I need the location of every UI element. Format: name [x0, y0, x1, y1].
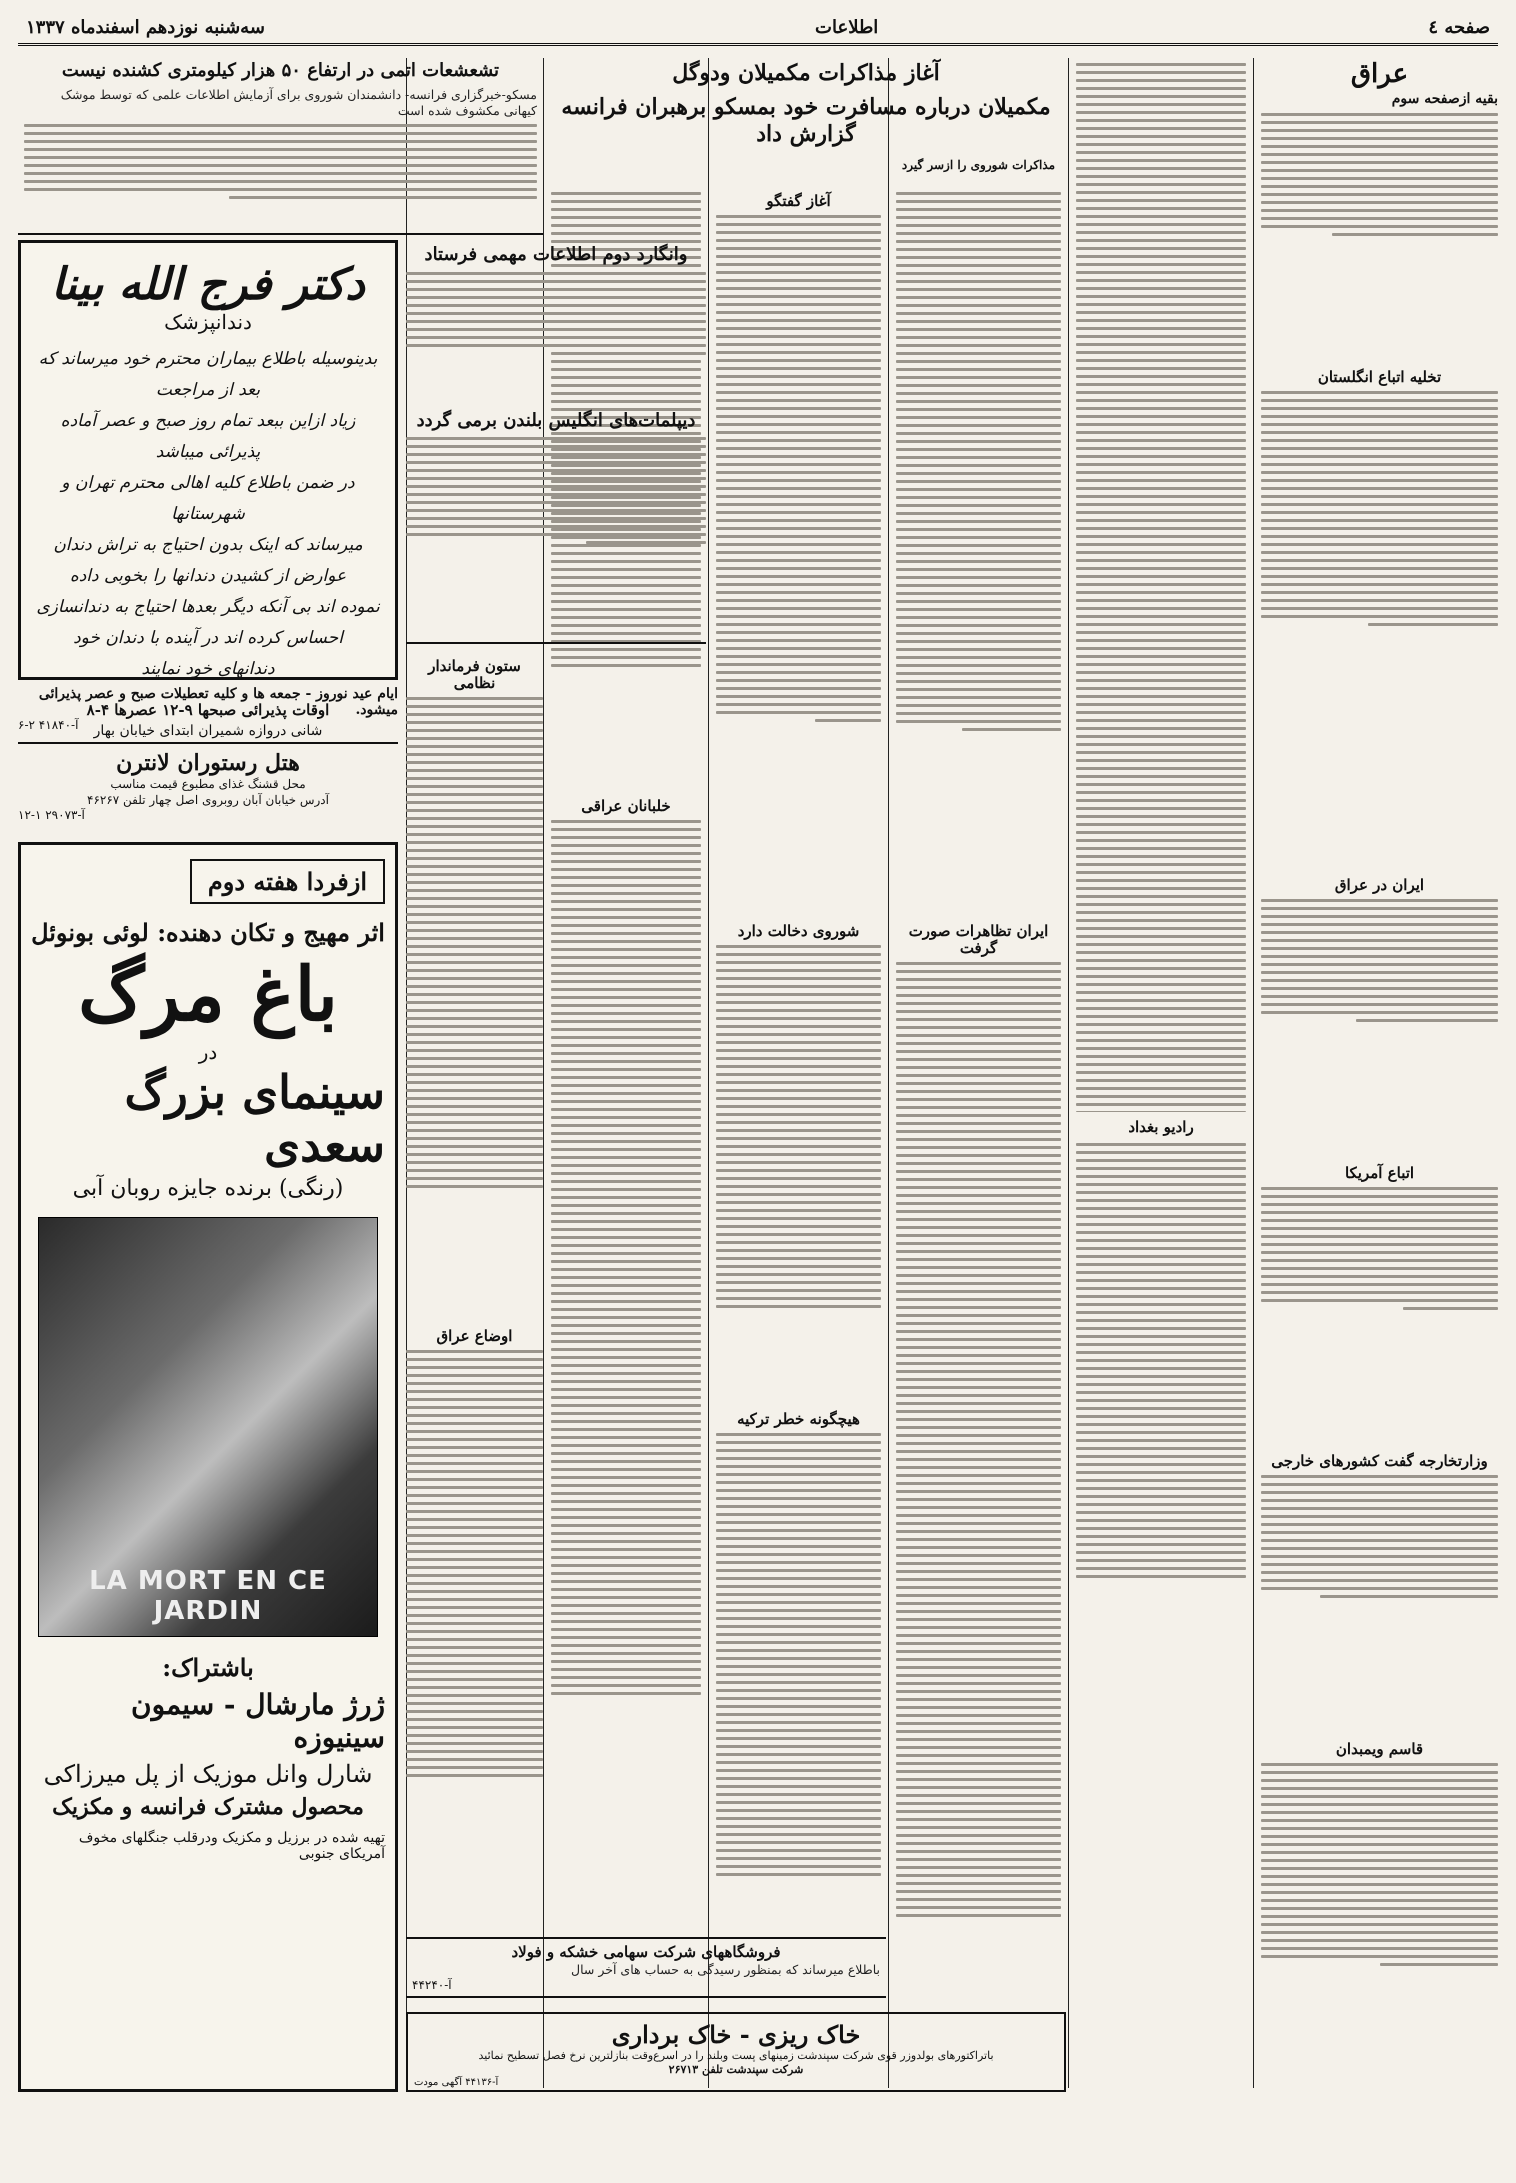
iraq-body-text — [1261, 1187, 1498, 1447]
steel-shop-code: آ-۴۴۲۴۰ — [412, 1977, 452, 1992]
middle-iraq-demo: ایران تظاهرات صورت گرفت — [908, 922, 1049, 957]
iraq-note: قاسم ویمبدان — [1335, 1739, 1424, 1758]
iraq-column — [1261, 58, 1498, 2088]
cinema-in: در — [198, 1040, 218, 1065]
hotel-ad-code: آ-۲۹۰۷۳ ۱-۱۲ — [18, 808, 85, 822]
macmillan-story — [551, 60, 1061, 149]
film-still-caption: LA MORT EN CE JARDIN — [89, 1565, 327, 1626]
dentist-text-line: زیاد ازاین ببعد تمام روز صبح و عصر آماده پذیرائی میباشد — [60, 411, 356, 462]
excavation-ad — [406, 2012, 1066, 2092]
cinema-name: سینمای بزرگ سعدی — [124, 1065, 385, 1172]
cinema-stars: ژرژ مارشال - سیمون سینیوزه — [131, 1687, 385, 1754]
film-title: باغ مرگ — [78, 952, 338, 1038]
vanguard-headline: وانگارد دوم اطلاعات مهمی فرستاد — [424, 244, 688, 265]
middle-pilots: خلبانان عراقی — [581, 797, 671, 815]
dentist-text-line: بدینوسیله باطلاع بیماران محترم خود میرساند که بعد از مراجعت — [38, 349, 378, 400]
cinema-award-note: (رنگی) برنده جایزه روبان آبی — [72, 1175, 344, 1201]
middle-column-b — [716, 917, 881, 2087]
macmillan-kicker: آغاز مذاکرات مکمیلان ودوگل — [672, 60, 940, 86]
dentist-text-line: احساس کرده اند در آینده با دندان خود — [73, 628, 343, 648]
column-2-text — [1076, 63, 1246, 2053]
column-6a — [406, 652, 543, 1312]
dentist-ad-code: آ-۴۱۸۴۰ ۲-۶ — [18, 718, 79, 732]
hotel-address: آدرس خیابان آبان روبروی اصل چهار تلفن ۴۶۲۶۷ — [87, 793, 329, 807]
cinema-banner: ازفردا هفته دوم — [190, 859, 385, 904]
iraq-body-text — [1261, 899, 1498, 1159]
dentist-text-line: دندانهای خود نمایند — [141, 659, 275, 679]
macmillan-column-left — [716, 187, 881, 907]
middle-tripoli: شوروی دخالت دارد — [737, 922, 860, 940]
steel-shop-text: باطلاع میرساند که بمنظور رسیدگی به حساب های آخر سال — [571, 1961, 880, 1977]
cinema-presenter: اثر مهیج و تکان دهنده: لوئی بونوئل — [31, 918, 385, 947]
column-6b — [406, 1322, 543, 1922]
macmillan-headline: مکمیلان درباره مسافرت خود بمسکو برهبران فرانسه گزارش داد — [561, 93, 1051, 147]
page-number: صفحه ٤ — [1428, 17, 1490, 38]
iraq-intro: بقیه ازصفحه سوم — [1391, 90, 1498, 107]
middle-anmaq: هیچگونه خطر ترکیه — [737, 1410, 860, 1428]
iraq-body-text — [1261, 1475, 1498, 1735]
stalled-headline: مذاکرات شوروی را ازسر گیرد — [901, 158, 1056, 172]
column-rule — [1068, 58, 1069, 2088]
cinema-production: محصول مشترک فرانسه و مکزیک — [52, 1793, 364, 1820]
iraq-america-section: اتباع آمریکا — [1344, 1163, 1415, 1182]
column-rule — [1253, 58, 1254, 2088]
stalled-brief — [896, 152, 1061, 174]
film-still-image — [38, 1217, 378, 1637]
atomic-headline: تشعشعات اتمی در ارتفاع ۵۰ هزار کیلومتری کشنده نیست — [61, 60, 500, 81]
vanguard-story — [406, 244, 706, 644]
excavation-text: باتراکتورهای بولدوزر قوی شرکت سپندشت زمینهای پست وبلند را در اسرع‌وقت بنازلترین نرخ فصل تسطیح نمائید — [478, 2049, 994, 2062]
excavation-code: آ-۴۴۱۳۶ آگهی مودت — [414, 2077, 499, 2088]
macmillan-sub: آغاز گفتگو — [766, 192, 831, 210]
macmillan-column-right — [896, 187, 1061, 907]
iraq-body-text — [1261, 1763, 1498, 2183]
column-2 — [1076, 58, 1246, 2088]
iraq-foreign-ministry: وزارتخارجه گفت کشورهای خارجی — [1271, 1451, 1488, 1470]
cinema-footnote: تهیه شده در برزیل و مکزیک ودرقلب جنگلهای مخوف آمریکای جنوبی — [78, 1829, 385, 1862]
dentist-text-line: در ضمن باطلاع کلیه اهالی محترم تهران و شهرستانها — [61, 473, 355, 524]
cinema-music: شارل وانل موزیک از پل میرزاکی — [43, 1759, 373, 1788]
dentist-name: دکتر فرج الله بینا — [51, 259, 365, 310]
diplomats-headline: دیپلمات‌های انگلیس بلندن برمی گردد — [416, 409, 696, 431]
dentist-text-line: میرساند که اینک بدون احتیاج به تراش دندان — [53, 535, 363, 555]
iraq-iran-section: ایران در عراق — [1334, 875, 1425, 894]
middle-iraq-sub: ستون فرماندار نظامی — [428, 657, 521, 692]
issue-date: سه‌شنبه نوزدهم اسفندماه ۱۳۳۷ — [26, 17, 265, 38]
dentist-address: شانی دروازه شمیران ابتدای خیابان بهار — [93, 723, 323, 739]
atomic-story — [18, 60, 543, 235]
masthead — [18, 12, 1498, 46]
hotel-desc: محل قشنگ غذای مطبوع قیمت مناسب — [110, 777, 306, 791]
dentist-title: دندانپزشک — [164, 310, 252, 334]
iraq-headline: عراق — [1350, 59, 1409, 89]
hotel-title: هتل رستوران لانترن — [116, 750, 300, 776]
excavation-phone: شرکت سپندشت تلفن ۲۶۷۱۳ — [668, 2063, 804, 2076]
steel-shop-ad — [406, 1937, 886, 1998]
radio-brief — [1076, 1112, 1246, 1138]
hotel-ad — [18, 742, 398, 822]
iraq-radio-section: رادیو بغداد — [1128, 1118, 1194, 1136]
column-rule — [708, 58, 709, 2088]
dentist-hours: اوقات پذیرائی صبحها ۹-۱۲ عصرها ۴-۸ — [86, 701, 330, 719]
newspaper-page — [18, 12, 1498, 2102]
excavation-title: خاک ریزی - خاک برداری — [611, 2020, 861, 2049]
dentist-text-line: نموده اند بی آنکه دیگر بعدها احتیاج به دندانسازی — [36, 597, 380, 617]
paper-name: اطلاعات — [815, 17, 879, 38]
iraq-body-text — [1261, 113, 1498, 363]
iraq-tanks-section: تخلیه اتباع انگلستان — [1317, 367, 1442, 386]
middle-column-a — [896, 917, 1061, 2087]
steel-shop-title: فروشگاههای شرکت سهامی خشکه و فولاد — [511, 1943, 781, 1961]
middle-bazaar: اوضاع عراق — [436, 1327, 513, 1345]
atomic-lead: مسکو-خبرگزاری فرانسه- دانشمندان شوروی برای آزمایش اطلاعات علمی که توسط موشک کیهانی مکشوف شده است — [60, 86, 537, 118]
iraq-body-text — [1261, 391, 1498, 871]
dentist-holiday-text: ایام عید نوروز - جمعه ها و کلیه تعطیلات صبح و عصر پذیرائی میشود. — [38, 686, 398, 718]
cinema-partner-label: باشتراک: — [162, 1652, 254, 1682]
dentist-holiday-note — [18, 686, 398, 732]
dentist-text-line: عوارض از کشیدن دندانها را بخوبی داده — [69, 566, 347, 586]
cinema-ad — [18, 842, 398, 2092]
column-rule — [888, 58, 889, 2088]
